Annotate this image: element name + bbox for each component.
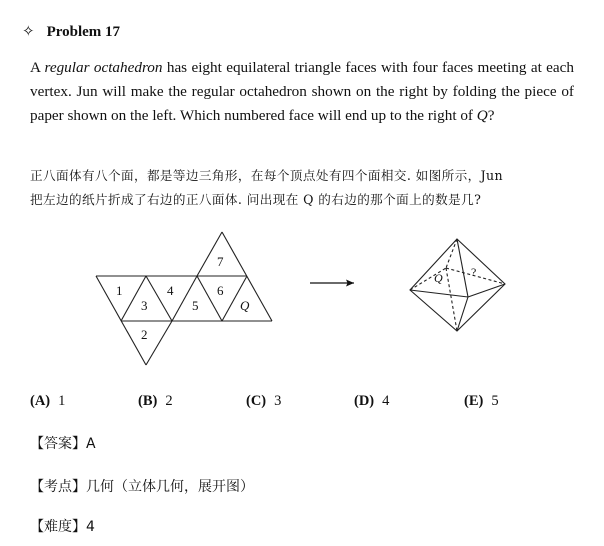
answer-value: A (86, 436, 96, 452)
choice-b (138, 393, 173, 410)
choice-d-value: 4 (382, 393, 390, 409)
topic-line (30, 476, 254, 496)
problem-title-text: Problem 17 (46, 24, 121, 40)
problem-statement-en (30, 56, 574, 129)
statement-prefix: A (30, 59, 45, 76)
net-face-7: 7 (217, 254, 224, 269)
net-labels (116, 254, 250, 342)
choice-c (246, 393, 281, 410)
figure (0, 218, 604, 378)
choice-c-key: (C) (246, 393, 267, 409)
choice-a-value: 1 (58, 393, 66, 409)
difficulty-line (30, 516, 95, 536)
topic-value: 几何（立体几何，展开图） (86, 479, 254, 495)
net-face-2: 2 (141, 327, 148, 342)
octahedron-label-unknown: ? (471, 265, 477, 279)
statement-zh-line-2: 把左边的纸片折成了右边的正八面体. 问出现在 Q 的右边的那个面上的数是几? (30, 192, 482, 207)
choice-d (354, 393, 389, 410)
statement-body: has eight equilateral triangle faces with four faces meeting at each vertex. Jun will make the regular octahedron shown on the right by folding the piece of paper shown on the left. Which numbered face will end up to the right of (30, 59, 574, 125)
choice-b-value: 2 (165, 393, 173, 409)
choice-d-key: (D) (354, 393, 375, 409)
choice-e-key: (E) (464, 393, 484, 409)
problem-statement-zh (30, 164, 574, 212)
choice-e-value: 5 (491, 393, 499, 409)
choice-e (464, 393, 499, 410)
net-face-1: 1 (116, 283, 123, 298)
problem-title (22, 22, 120, 41)
statement-q: Q (476, 107, 488, 125)
statement-term: regular octahedron (44, 59, 163, 76)
net-edge (146, 321, 172, 365)
choice-a (30, 393, 65, 410)
answer-line (30, 433, 96, 453)
choice-b-key: (B) (138, 393, 158, 409)
topic-label: 【考点】 (30, 479, 86, 495)
octahedron-hidden-edges (410, 239, 505, 331)
statement-end: ? (487, 107, 495, 125)
net-face-6: 6 (217, 283, 224, 298)
octahedron-edge (410, 290, 468, 297)
statement-zh-line-1: 正八面体有八个面，都是等边三角形，在每个顶点处有四个面相交. 如图所示，Jun (30, 168, 504, 183)
octahedron-label-q: Q (434, 271, 443, 285)
octahedron-outline (410, 239, 505, 331)
octahedron (410, 239, 505, 331)
net-face-3: 3 (141, 298, 148, 313)
answer-label: 【答案】 (30, 436, 86, 452)
net-face-5: 5 (192, 298, 199, 313)
difficulty-label: 【难度】 (30, 519, 86, 535)
net-face-q: Q (240, 298, 250, 313)
choice-a-key: (A) (30, 393, 51, 409)
net-face-4: 4 (167, 283, 174, 298)
octahedron-edge (468, 284, 505, 297)
choice-c-value: 3 (274, 393, 282, 409)
difficulty-value: 4 (86, 519, 95, 535)
arrow-icon (310, 280, 354, 287)
star-icon: ✧ (22, 24, 35, 40)
